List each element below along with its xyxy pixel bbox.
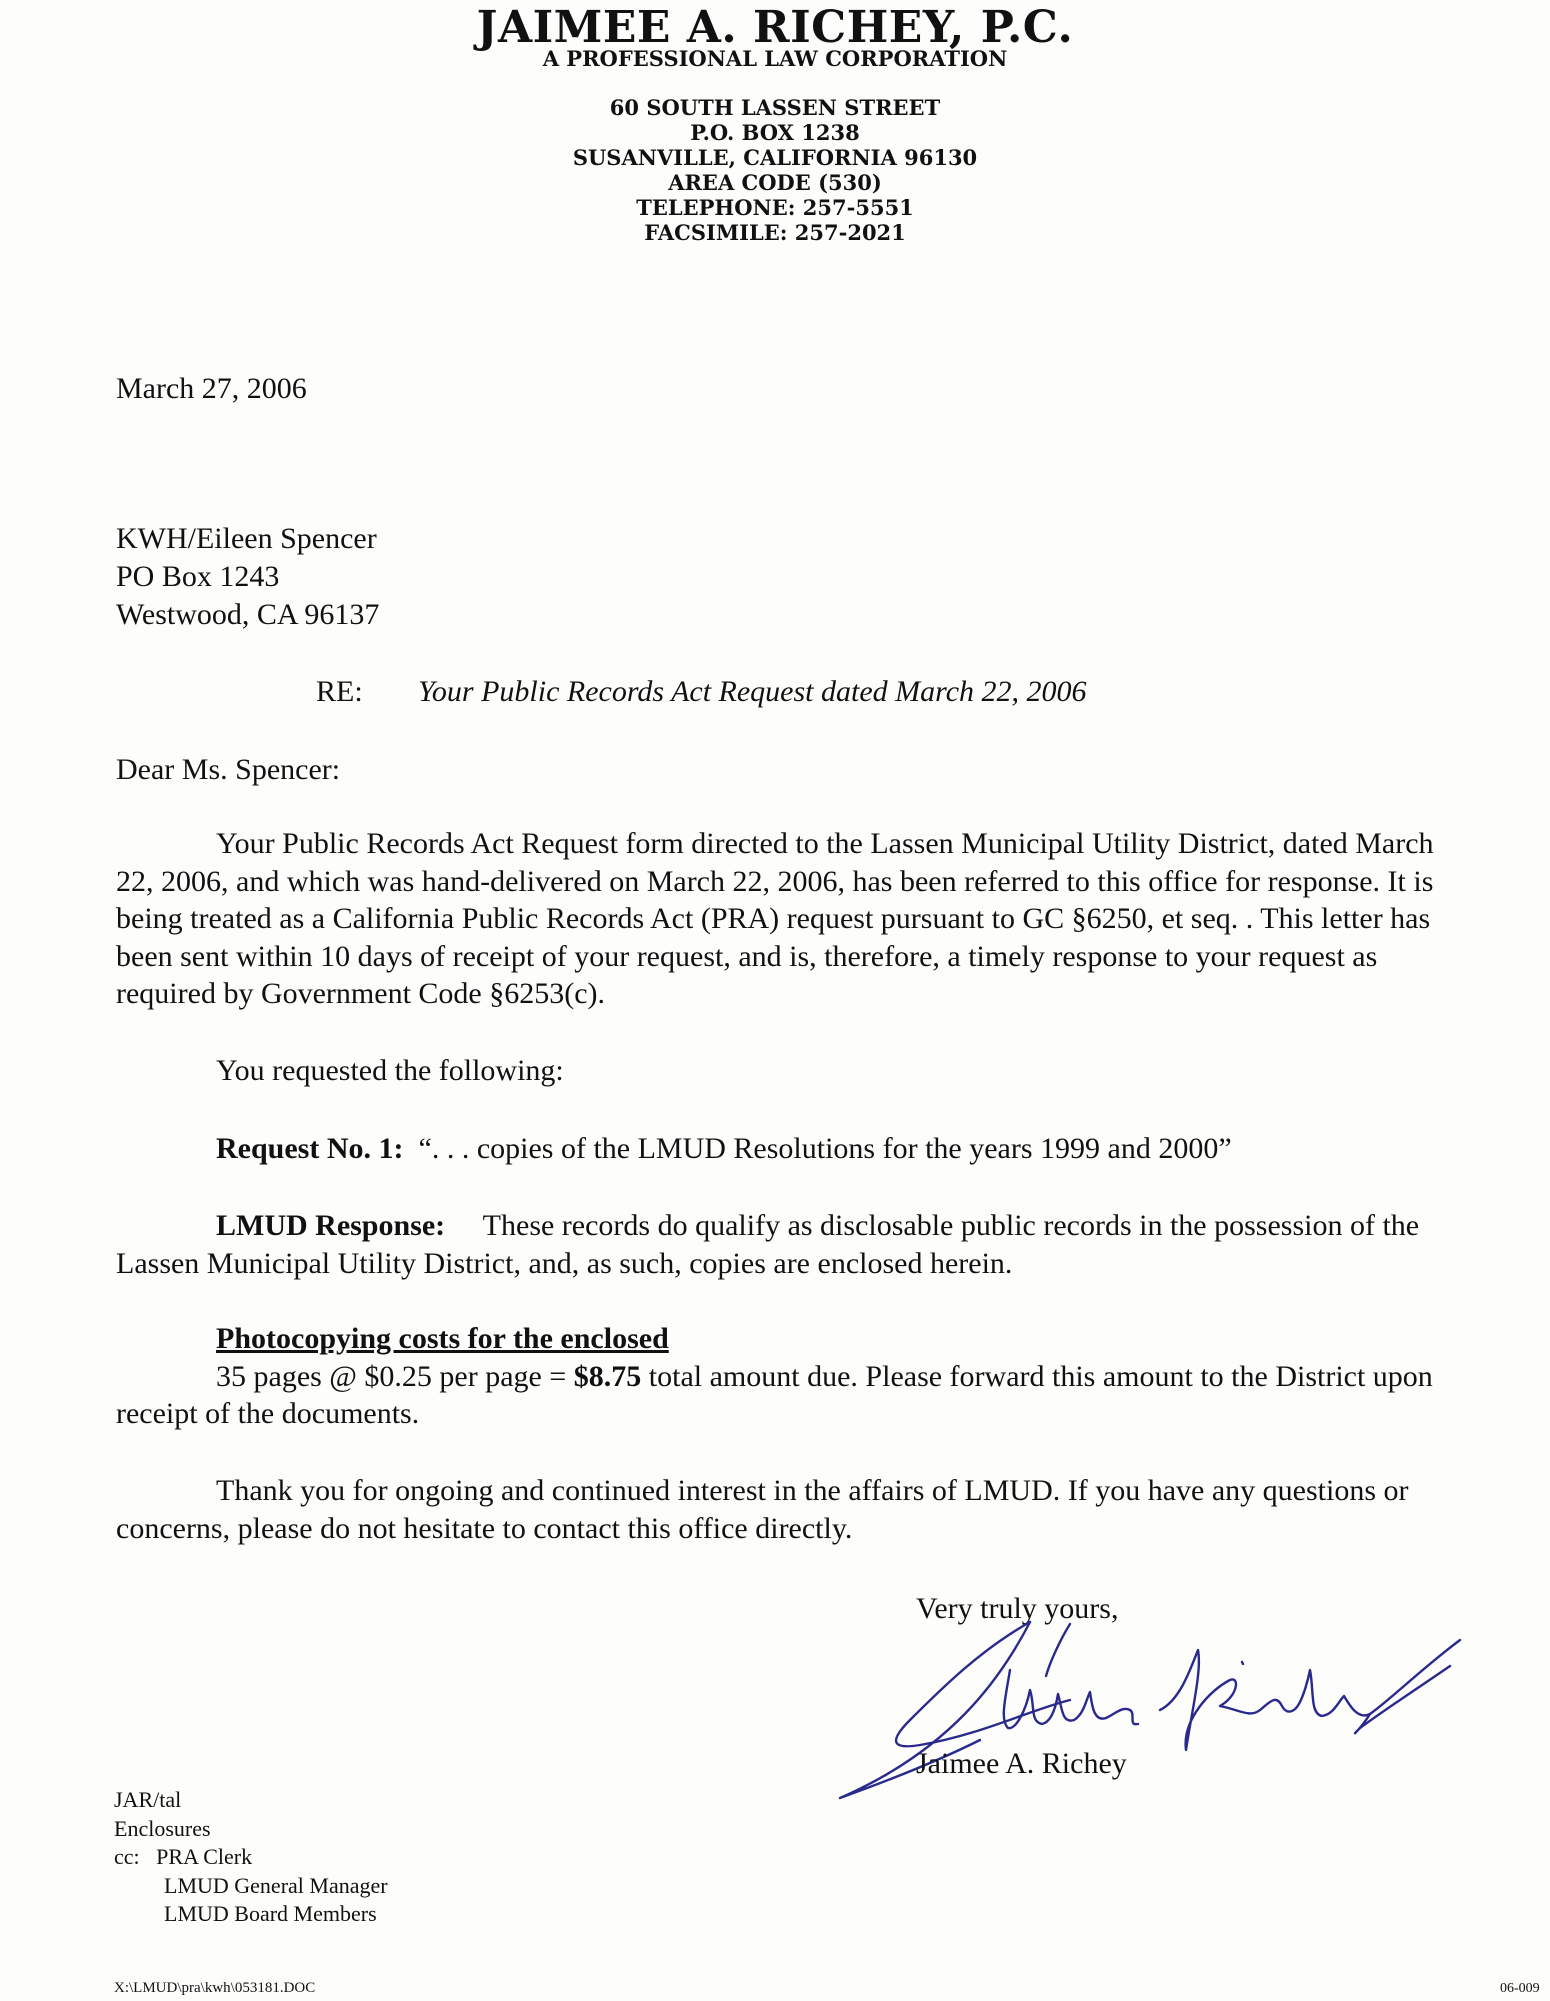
closing: Very truly yours, xyxy=(916,1592,1119,1625)
salutation: Dear Ms. Spencer: xyxy=(116,753,341,786)
response-text: These records do qualify as disclosable public records in the possession of the xyxy=(482,1209,1420,1242)
request-label: Request No. 1: xyxy=(216,1132,404,1165)
response-label: LMUD Response: xyxy=(216,1209,446,1242)
costs-section xyxy=(116,1320,1550,1433)
cc-recipient: LMUD Board Members xyxy=(164,1901,377,1926)
paragraph-line: 22, 2006, and which was hand-delivered on March 22, 2006, has been referred to this office for response. It is xyxy=(116,864,1434,898)
paragraph-intro xyxy=(116,825,1550,1013)
address-line: 60 SOUTH LASSEN STREET xyxy=(609,95,941,120)
paragraph-line: Your Public Records Act Request form directed to the Lassen Municipal Utility District, dated March xyxy=(216,827,1434,860)
paragraph-line: Lassen Municipal Utility District, and, as such, copies are enclosed herein. xyxy=(116,1246,1013,1280)
address-line: SUSANVILLE, CALIFORNIA 96130 xyxy=(572,145,978,170)
recipient-line: KWH/Eileen Spencer xyxy=(116,522,377,555)
recipient-line: Westwood, CA 96137 xyxy=(116,598,380,631)
request-text: “. . . copies of the LMUD Resolutions for the years 1999 and 2000” xyxy=(418,1132,1232,1165)
paragraph-line: required by Government Code §6253(c). xyxy=(116,977,606,1011)
paragraph-thanks xyxy=(116,1472,1550,1547)
address-line: TELEPHONE: 257-5551 xyxy=(636,195,914,220)
signer-name: Jaimee A. Richey xyxy=(916,1747,1127,1780)
paragraph-line: concerns, please do not hesitate to contact this office directly. xyxy=(116,1511,853,1545)
footer-notations xyxy=(114,1786,388,1929)
paragraph-line: being treated as a California Public Records Act (PRA) request pursuant to GC §6250, et seq. . This letter has xyxy=(116,902,1431,936)
cc-recipient: PRA Clerk xyxy=(156,1844,253,1869)
recipient-line: PO Box 1243 xyxy=(116,560,280,593)
address-line: FACSIMILE: 257-2021 xyxy=(644,220,906,242)
costs-text: total amount due. Please forward this amount to the District upon xyxy=(641,1359,1433,1393)
address-line: P.O. BOX 1238 xyxy=(690,120,860,145)
costs-text: 35 pages @ $0.25 per page = xyxy=(216,1359,574,1393)
response-item xyxy=(116,1207,1550,1282)
paragraph-requested xyxy=(116,1052,1550,1090)
costs-heading: Photocopying costs for the enclosed xyxy=(216,1322,669,1355)
re-label: RE: xyxy=(316,675,363,708)
firm-subtitle: A PROFESSIONAL LAW CORPORATION xyxy=(542,46,1008,71)
recipient-address xyxy=(116,520,379,634)
file-path: X:\LMUD\pra\kwh\053181.DOC xyxy=(114,1980,316,1996)
file-number: 06-009 xyxy=(1500,1981,1540,1996)
firm-name: JAIMEE A. RICHEY, P.C. xyxy=(476,2,1074,53)
address-line: AREA CODE (530) xyxy=(668,170,882,195)
re-subject: Your Public Records Act Request dated March 22, 2006 xyxy=(418,675,1087,708)
initials: JAR/tal xyxy=(114,1787,182,1812)
paragraph-line: been sent within 10 days of receipt of your request, and is, therefore, a timely response to your request as xyxy=(116,939,1378,973)
letter-date: March 27, 2006 xyxy=(116,372,307,405)
paragraph-line: receipt of the documents. xyxy=(116,1397,420,1431)
enclosures: Enclosures xyxy=(114,1815,211,1841)
paragraph-line: Thank you for ongoing and continued interest in the affairs of LMUD. If you have any questions or xyxy=(216,1474,1409,1507)
amount-due: $8.75 xyxy=(573,1359,642,1393)
cc-recipient: LMUD General Manager xyxy=(164,1872,388,1898)
cc-label: cc: xyxy=(114,1844,140,1869)
request-item xyxy=(116,1130,1550,1168)
paragraph-line: You requested the following: xyxy=(216,1054,564,1087)
